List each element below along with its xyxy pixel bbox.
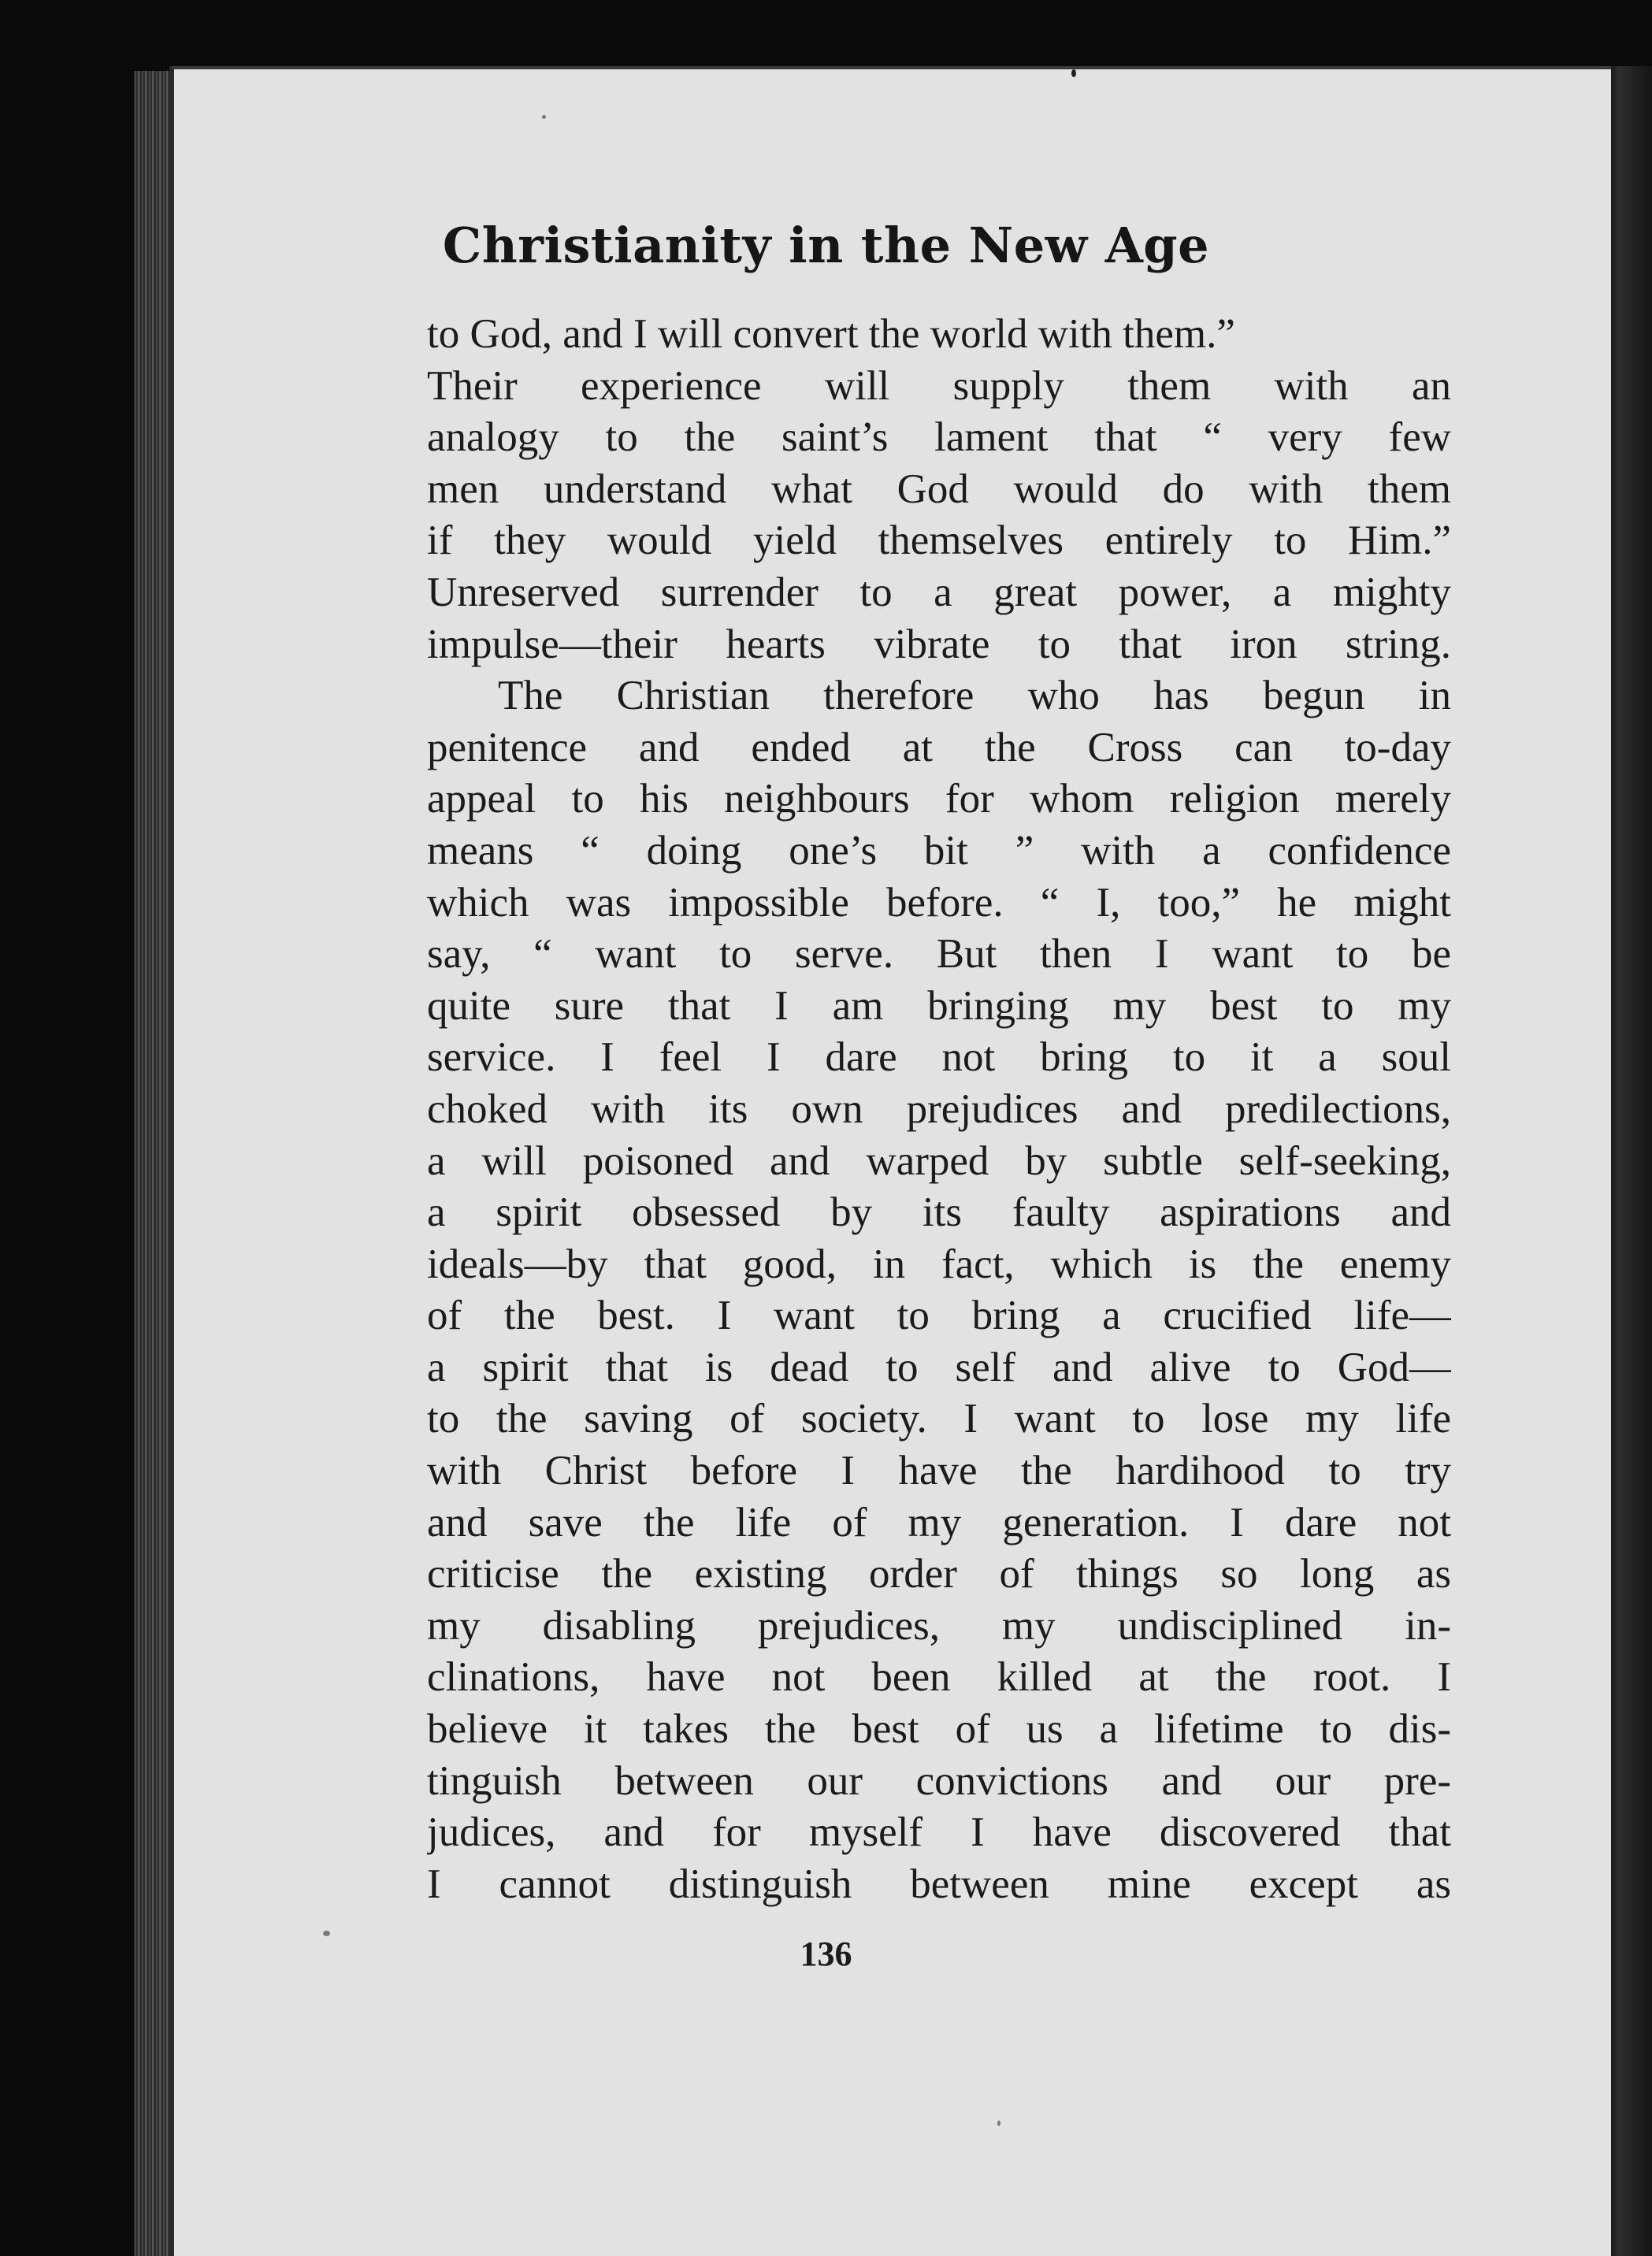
dust-speck [1071,69,1076,77]
text-line: analogy to the saint’s lament that “ very few [427,414,1451,461]
text-line: tinguish between our convictions and our pre- [427,1757,1451,1804]
text-line: believe it takes the best of us a lifetime to dis- [427,1706,1451,1753]
dust-speck [542,115,546,119]
text-line: Their experience will supply them with an [427,362,1451,409]
text-line: and save the life of my generation. I dare not [427,1499,1451,1545]
text-line: which was impossible before. “ I, too,” he might [427,879,1451,926]
text-line: with Christ before I have the hardihood to try [427,1448,1451,1494]
text-line: I cannot distinguish between mine except as [427,1861,1451,1907]
page-number: 136 [800,1935,852,1973]
text-line: to God, and I will convert the world with them.” [427,311,1235,357]
running-head: Christianity in the New Age [442,217,1210,274]
text-line: quite sure that I am bringing my best to my [427,982,1451,1029]
text-line: choked with its own prejudices and predilections, [427,1085,1451,1132]
text-line: judices, and for myself I have discovered that [427,1809,1451,1856]
text-line: say, “ want to serve. But then I want to be [427,931,1451,978]
body-text [427,309,1451,1910]
text-line: a will poisoned and warped by subtle self-seeking, [427,1137,1451,1184]
text-line: criticise the existing order of things so long as [427,1551,1451,1597]
text-line: of the best. I want to bring a crucified life— [427,1293,1451,1339]
text-line: service. I feel I dare not bring to it a soul [427,1034,1451,1081]
text-line: Unreserved surrender to a great power, a mighty [427,569,1451,615]
text-line: to the saving of society. I want to lose my life [427,1396,1451,1442]
text-line: means “ doing one’s bit ” with a confidence [427,827,1451,874]
text-line: The Christian therefore who has begun in [498,673,1451,719]
binding-shadow [1611,66,1652,2256]
dust-speck [323,1931,330,1936]
text-line: a spirit that is dead to self and alive to God— [427,1344,1451,1390]
text-line: appeal to his neighbours for whom religion merely [427,776,1451,822]
text-line: clinations, have not been killed at the root. I [427,1654,1451,1701]
text-line: men understand what God would do with them [427,466,1451,512]
text-line: my disabling prejudices, my undisciplined in- [427,1602,1451,1649]
text-line: if they would yield themselves entirely to Him.” [427,518,1451,564]
text-line: ideals—by that good, in fact, which is the enemy [427,1241,1451,1287]
text-line: a spirit obsessed by its faulty aspirations and [427,1189,1451,1236]
text-line: impulse—their hearts vibrate to that iron string. [427,621,1451,667]
text-line: penitence and ended at the Cross can to-day [427,724,1451,770]
dust-speck [997,2121,1000,2126]
